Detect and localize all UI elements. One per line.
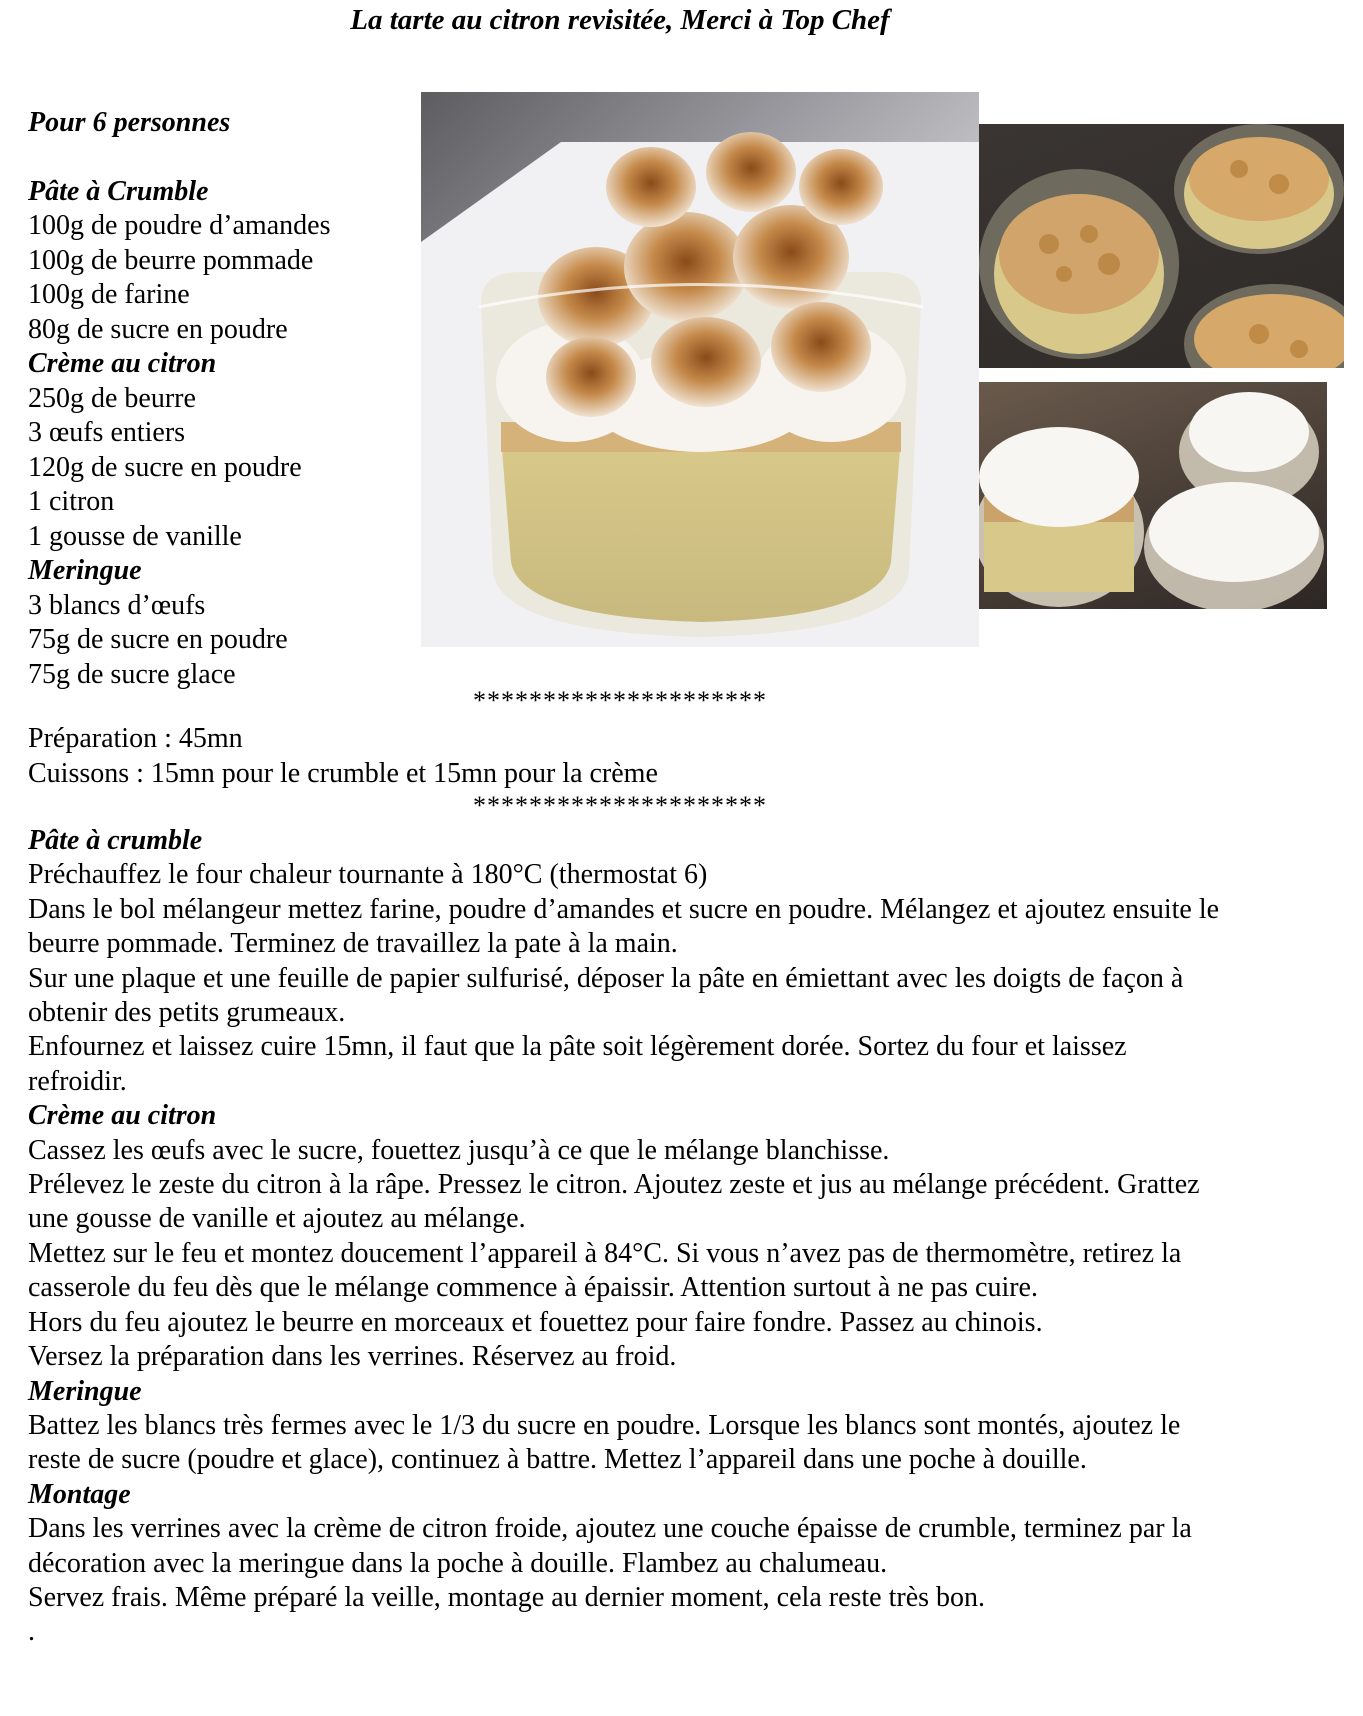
page-title: La tarte au citron revisitée, Merci à Top Chef: [350, 4, 890, 36]
crumble-verrines-photo: [979, 124, 1344, 368]
method-heading-crumble: Pâte à crumble: [28, 825, 203, 856]
ingredient-item: 1 citron: [28, 486, 115, 517]
ingredient-item: 3 œufs entiers: [28, 417, 186, 448]
method-heading-meringue: Meringue: [28, 1375, 142, 1407]
method-step: Dans le bol mélangeur mettez farine, poudre d’amandes et sucre en poudre. Mélangez et ajoutez ensuite le beurre pommade. Terminez de travaillez la pate à la main.: [28, 893, 1220, 960]
ingredient-item: 100g de beurre pommade: [28, 244, 314, 276]
method-step: Hors du feu ajoutez le beurre en morceaux et fouettez pour faire fondre. Passez au chinois.: [28, 1306, 1043, 1338]
ingredient-item: 75g de sucre en poudre: [28, 624, 288, 655]
verrine-main-photo: [421, 92, 979, 647]
preparation-time: Préparation : 45mn: [28, 723, 243, 754]
method-step: Dans les verrines avec la crème de citron froide, ajoutez une couche épaisse de crumble, terminez par la décoration avec la meringue dans la poche à douille. Flambez au chalumeau.: [28, 1513, 1192, 1579]
ingredient-item: 120g de sucre en poudre: [28, 451, 302, 483]
method-section: [28, 824, 1228, 1650]
ingredient-heading-crumble: Pâte à Crumble: [28, 175, 209, 207]
ingredient-heading-meringue: Meringue: [28, 555, 142, 586]
method-step: Sur une plaque et une feuille de papier sulfurisé, déposer la pâte en émiettant avec les doigts de façon à obtenir des petits grumeaux.: [28, 962, 1184, 1029]
method-step: Prélevez le zeste du citron à la râpe. Pressez le citron. Ajoutez zeste et jus au mélange précédent. Grattez une gousse de vanille et ajoutez au mélange.: [28, 1169, 1200, 1235]
meringue-verrines-photo: [979, 382, 1327, 609]
separator: *********************: [473, 686, 767, 715]
ingredient-item: 1 gousse de vanille: [28, 520, 242, 552]
cooking-time: Cuissons : 15mn pour le crumble et 15mn pour la crème: [28, 757, 658, 789]
method-step: Mettez sur le feu et montez doucement l’appareil à 84°C. Si vous n’avez pas de thermomètre, retirez la casserole du feu dès que le mélange commence à épaissir. Attention surtout à ne pas cuire.: [28, 1237, 1182, 1304]
method-heading-creme: Crème au citron: [28, 1100, 217, 1132]
method-step: .: [28, 1616, 35, 1648]
method-step: Versez la préparation dans les verrines. Réservez au froid.: [28, 1341, 677, 1373]
method-heading-montage: Montage: [28, 1478, 131, 1510]
timing-block: [28, 722, 658, 791]
method-step: Enfournez et laissez cuire 15mn, il faut que la pâte soit légèrement dorée. Sortez du four et laissez refroidir.: [28, 1031, 1127, 1097]
method-step: Servez frais. Même préparé la veille, montage au dernier moment, cela reste très bon.: [28, 1581, 986, 1613]
ingredient-item: 100g de farine: [28, 279, 190, 310]
servings: Pour 6 personnes: [28, 107, 231, 138]
method-step: Battez les blancs très fermes avec le 1/3 du sucre en poudre. Lorsque les blancs sont montés, ajoutez le reste de sucre (poudre et glace), continuez à battre. Mettez l’appareil dans une poche à douille.: [28, 1409, 1181, 1476]
separator: *********************: [473, 791, 767, 820]
ingredients-list: [28, 106, 428, 692]
ingredient-heading-creme: Crème au citron: [28, 348, 217, 379]
ingredient-item: 250g de beurre: [28, 382, 196, 414]
ingredient-item: 80g de sucre en poudre: [28, 313, 288, 345]
method-step: Cassez les œufs avec le sucre, fouettez jusqu’à ce que le mélange blanchisse.: [28, 1134, 890, 1166]
method-step: Préchauffez le four chaleur tournante à 180°C (thermostat 6): [28, 859, 708, 891]
ingredient-item: 100g de poudre d’amandes: [28, 210, 331, 241]
ingredient-item: 3 blancs d’œufs: [28, 589, 206, 621]
ingredient-item: 75g de sucre glace: [28, 658, 236, 690]
